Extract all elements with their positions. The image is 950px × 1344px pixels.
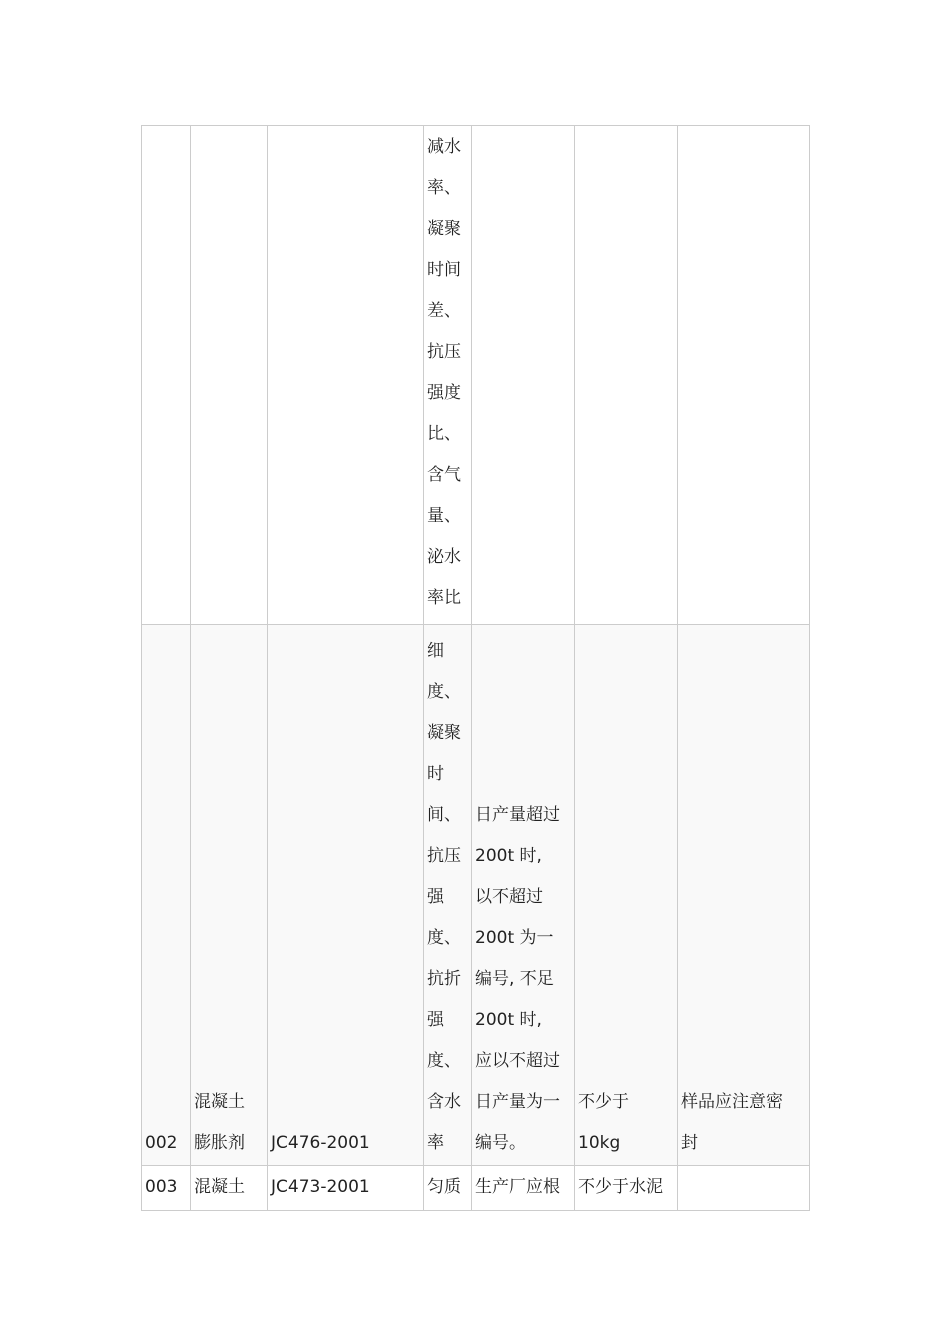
cell-test-items — [424, 625, 472, 1166]
cell-standard — [268, 126, 424, 625]
cell-text-line: 抗压 — [427, 342, 461, 362]
cell-text-line: 度、 — [427, 928, 461, 948]
cell-note — [678, 1166, 810, 1211]
cell-sample-amount — [575, 126, 678, 625]
cell-text-line: 编号。 — [475, 1133, 526, 1153]
cell-sample-amount — [575, 1166, 678, 1211]
cell-text-line: 凝聚 — [427, 219, 461, 239]
cell-no — [142, 126, 191, 625]
table-row — [142, 625, 810, 1166]
table-row — [142, 1166, 810, 1211]
cell-text-line: 强 — [427, 1010, 444, 1030]
table-row — [142, 126, 810, 625]
cell-text-line: 混凝土 — [194, 1092, 245, 1112]
cell-text-line: 封 — [681, 1133, 698, 1153]
cell-no: 003 — [142, 1166, 191, 1211]
cell-text-line: 不少于 — [578, 1092, 629, 1112]
cell-text-line: 抗压 — [427, 846, 461, 866]
cell-standard: JC473-2001 — [268, 1166, 424, 1211]
cell-batch-rule — [472, 126, 575, 625]
cell-text-line: 生产厂应根 — [475, 1177, 560, 1197]
cell-text-line: 比、 — [427, 424, 461, 444]
cell-no: 002 — [142, 625, 191, 1166]
cell-text-line: 凝聚 — [427, 723, 461, 743]
cell-text-line: 度、 — [427, 1051, 461, 1071]
cell-name — [191, 126, 268, 625]
cell-text-line: 编号, 不足 — [475, 969, 554, 989]
cell-text-line: 量、 — [427, 506, 461, 526]
cell-text-line: 强 — [427, 887, 444, 907]
cell-sample-amount — [575, 625, 678, 1166]
cell-text-line: 膨胀剂 — [194, 1133, 245, 1153]
cell-text-line: 以不超过 — [475, 887, 543, 907]
cell-text-line: 200t 时, — [475, 1010, 542, 1030]
cell-text-line: 日产量为一 — [475, 1092, 560, 1112]
cell-text-line: 细 — [427, 641, 444, 661]
cell-text-line: 度、 — [427, 682, 461, 702]
cell-text-line: 差、 — [427, 301, 461, 321]
cell-name — [191, 1166, 268, 1211]
cell-text-line: 时 — [427, 764, 444, 784]
cell-note — [678, 625, 810, 1166]
cell-text-line: 10kg — [578, 1133, 621, 1153]
specification-table — [141, 125, 810, 1211]
cell-text-line: 应以不超过 — [475, 1051, 560, 1071]
cell-text-line: 率 — [427, 1133, 444, 1153]
cell-text-line: 样品应注意密 — [681, 1092, 783, 1112]
cell-text-line: 强度 — [427, 383, 461, 403]
cell-text-line: 200t 为一 — [475, 928, 554, 948]
cell-text-line: 含水 — [427, 1092, 461, 1112]
cell-text-line: 含气 — [427, 465, 461, 485]
cell-text-line: 混凝土 — [194, 1177, 245, 1197]
cell-note — [678, 126, 810, 625]
cell-text-line: 泌水 — [427, 547, 461, 567]
cell-text-line: 200t 时, — [475, 846, 542, 866]
cell-text-line: 减水 — [427, 137, 461, 157]
cell-text-line: 率、 — [427, 178, 461, 198]
cell-text-line: 间、 — [427, 805, 461, 825]
cell-batch-rule — [472, 1166, 575, 1211]
cell-name — [191, 625, 268, 1166]
cell-text-line: 率比 — [427, 588, 461, 608]
cell-text-line: 不少于水泥 — [578, 1177, 663, 1197]
cell-text-line: 日产量超过 — [475, 805, 560, 825]
cell-text-line: 匀质 — [427, 1177, 461, 1197]
cell-batch-rule — [472, 625, 575, 1166]
cell-test-items — [424, 126, 472, 625]
cell-test-items — [424, 1166, 472, 1211]
cell-text-line: 时间 — [427, 260, 461, 280]
cell-standard: JC476-2001 — [268, 625, 424, 1166]
cell-text-line: 抗折 — [427, 969, 461, 989]
